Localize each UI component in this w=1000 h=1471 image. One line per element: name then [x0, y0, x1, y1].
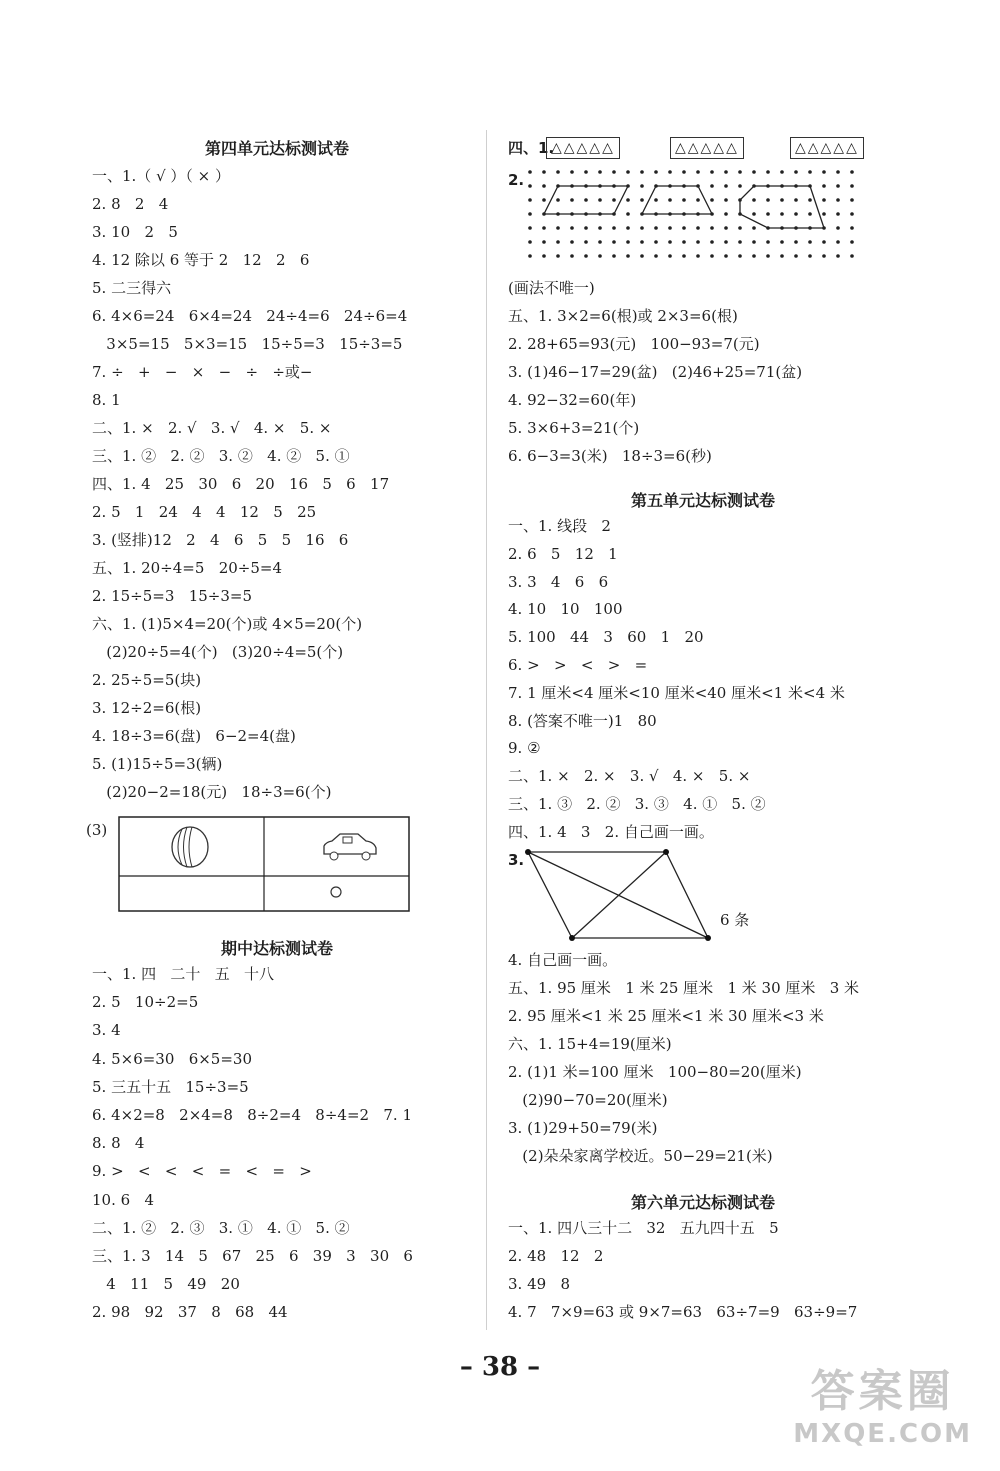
grid-dot: [542, 198, 546, 202]
grid-dot: [598, 226, 602, 230]
grid-dot: [682, 226, 686, 230]
answer-line: 三、1. 3 14 5 67 25 6 39 3 30 6: [92, 1247, 413, 1265]
grid-dot: [654, 198, 658, 202]
answer-line: 五、1. 95 厘米 1 米 25 厘米 1 米 30 厘米 3 米: [508, 979, 860, 997]
grid-dot: [752, 170, 756, 174]
grid-dot: [822, 254, 826, 258]
triangle-box-2: △△△△△: [670, 137, 744, 159]
grid-dot: [612, 170, 616, 174]
grid-dot: [542, 184, 546, 188]
grid-dot: [836, 170, 840, 174]
grid-dot: [682, 254, 686, 258]
grid-dot: [850, 184, 854, 188]
answer-line: 2. (1)1 米=100 厘米 100−80=20(厘米): [508, 1063, 802, 1081]
grid-dot: [738, 254, 742, 258]
line-count: 6 条: [720, 911, 750, 929]
grid-dot: [780, 198, 784, 202]
grid-dot: [654, 254, 658, 258]
answer-line: 3. (1)46−17=29(盆) (2)46+25=71(盆): [508, 363, 803, 381]
grid-dot: [822, 198, 826, 202]
triangle-box-1: △△△△△: [546, 137, 620, 159]
grid-dot: [808, 198, 812, 202]
grid-dot: [640, 198, 644, 202]
grid-dot: [794, 170, 798, 174]
grid-dot: [752, 240, 756, 244]
answer-line: 4 11 5 49 20: [92, 1275, 240, 1294]
answer-line: 二、1. × 2. × 3. √ 4. × 5. ×: [508, 767, 751, 786]
grid-dot: [738, 226, 742, 230]
grid-dot: [528, 240, 532, 244]
grid-dot: [626, 198, 630, 202]
watermark-logo: [793, 1355, 972, 1449]
answer-line: 一、1. 四 二十 五 十八: [92, 965, 274, 983]
grid-dot: [556, 254, 560, 258]
grid-dot: [836, 212, 840, 216]
grid-dot: [654, 170, 658, 174]
grid-dot: [584, 226, 588, 230]
answer-line: 3. 3 4 6 6: [508, 572, 609, 591]
ball-icon: [172, 827, 208, 867]
grid-dot: [766, 240, 770, 244]
answer-line: 4. 5×6=30 6×5=30: [92, 1049, 253, 1068]
item-4-1-label: 四、1.: [508, 139, 555, 157]
answer-line: 5. 3×6+3=21(个): [508, 419, 640, 437]
circle-mark: [331, 887, 341, 897]
answer-line: 4. 10 10 100: [508, 600, 623, 619]
grid-dot: [570, 240, 574, 244]
grid-dot: [556, 226, 560, 230]
answer-line: 三、1. ② 2. ② 3. ② 4. ② 5. ①: [92, 447, 350, 465]
grid-dot: [836, 240, 840, 244]
answer-line: 3. 49 8: [508, 1275, 571, 1293]
grid-dot: [612, 226, 616, 230]
answer-line: 3. (1)29+50=79(米): [508, 1119, 658, 1137]
car-icon: [324, 834, 376, 860]
grid-dot: [668, 170, 672, 174]
grid-dot: [836, 198, 840, 202]
answer-line: 6. > > < > =: [508, 656, 648, 674]
triangle-box-3: △△△△△: [790, 137, 864, 159]
grid-dot: [794, 240, 798, 244]
grid-dot: [696, 170, 700, 174]
answer-line: 二、1. ② 2. ③ 3. ① 4. ① 5. ②: [92, 1218, 350, 1237]
watermark-text: 答案圈: [810, 1366, 955, 1417]
grid-dot: [794, 254, 798, 258]
answer-line: (2)90−70=20(厘米): [508, 1091, 668, 1109]
grid-dot: [640, 240, 644, 244]
section-title-midterm: 期中达标测试卷: [220, 939, 333, 958]
answer-line: 6. 6−3=3(米) 18÷3=6(秒): [508, 447, 712, 465]
grid-dot: [584, 198, 588, 202]
answer-line: 3. 12÷2=6(根): [92, 699, 202, 717]
answer-line: 2. 5 10÷2=5: [92, 993, 199, 1012]
grid-dot: [640, 170, 644, 174]
grid-dot: [808, 170, 812, 174]
grid-dot: [612, 254, 616, 258]
grid-dot: [654, 240, 658, 244]
grid-dot: [780, 170, 784, 174]
answer-line: 2. 95 厘米<1 米 25 厘米<1 米 30 厘米<3 米: [508, 1007, 824, 1025]
grid-dot: [626, 226, 630, 230]
answer-line: 2. 98 92 37 8 68 44: [92, 1303, 288, 1322]
table-label: (3): [86, 821, 108, 839]
grid-dot: [696, 198, 700, 202]
grid-dot: [724, 198, 728, 202]
grid-dot: [822, 170, 826, 174]
answer-line: (2)20−2=18(元) 18÷3=6(个): [92, 783, 332, 801]
grid-dot: [850, 198, 854, 202]
item-4-2-label: 2.: [508, 171, 525, 189]
grid-dot: [766, 254, 770, 258]
grid-dot: [752, 212, 756, 216]
answer-line: 4. 92−32=60(年): [508, 391, 637, 409]
grid-dot: [598, 240, 602, 244]
grid-dot: [626, 170, 630, 174]
answer-line: 3. (竖排)12 2 4 6 5 5 16 6: [92, 531, 349, 549]
grid-dot: [696, 226, 700, 230]
grid-dot: [542, 240, 546, 244]
grid-dot: [766, 170, 770, 174]
grid-dot: [528, 170, 532, 174]
answer-line: 2. 28+65=93(元) 100−93=7(元): [508, 335, 760, 353]
grid-dot: [542, 254, 546, 258]
grid-dot: [724, 254, 728, 258]
answer-line: 7. ÷ + − × − ÷ ÷或−: [92, 363, 313, 381]
answer-line: 8. (答案不唯一)1 80: [508, 711, 657, 730]
grid-dot: [724, 226, 728, 230]
answer-line: 5. 二三得六: [92, 279, 172, 297]
grid-dot: [724, 170, 728, 174]
answer-line: 六、1. (1)5×4=20(个)或 4×5=20(个): [92, 615, 363, 633]
grid-dot: [850, 212, 854, 216]
answer-line: 9. ②: [508, 739, 541, 758]
grid-dot: [766, 212, 770, 216]
grid-dot: [640, 184, 644, 188]
grid-dot: [822, 184, 826, 188]
column-divider: [486, 130, 487, 1330]
grid-dot: [626, 254, 630, 258]
grid-dot: [570, 170, 574, 174]
grid-dot: [710, 170, 714, 174]
grid-dot: [626, 240, 630, 244]
watermark-url: MXQE.COM: [793, 1419, 972, 1449]
grid-dot: [808, 212, 812, 216]
grid-dot: [752, 226, 756, 230]
grid-dot: [836, 254, 840, 258]
grid-dot: [528, 198, 532, 202]
answer-table-figure: [118, 816, 410, 912]
grid-dot: [808, 254, 812, 258]
answer-line: 4. 12 除以 6 等于 2 12 2 6: [92, 251, 310, 269]
grid-dot: [626, 212, 630, 216]
answer-line: 2. 8 2 4: [92, 195, 169, 213]
dot-grid-figure: [526, 168, 866, 268]
grid-dot: [570, 226, 574, 230]
hexagon-shape: [740, 186, 824, 228]
grid-dot: [710, 226, 714, 230]
answer-line: 6. 4×2=8 2×4=8 8÷2=4 8÷4=2 7. 1: [92, 1106, 412, 1124]
grid-dot: [556, 170, 560, 174]
grid-dot: [752, 198, 756, 202]
grid-dot: [682, 198, 686, 202]
grid-dot: [724, 212, 728, 216]
answer-line: 3. 4: [92, 1021, 121, 1040]
answer-line: 五、1. 20÷4=5 20÷5=4: [92, 559, 283, 577]
grid-dot: [668, 198, 672, 202]
answer-line: 六、1. 15+4=19(厘米): [508, 1035, 672, 1053]
grid-dot: [850, 170, 854, 174]
answer-line: 4. 7 7×9=63 或 9×7=63 63÷7=9 63÷9=7: [508, 1303, 858, 1321]
grid-dot: [640, 226, 644, 230]
grid-dot: [780, 212, 784, 216]
answer-line: 2. 15÷5=3 15÷3=5: [92, 587, 253, 605]
answer-line: 2. 6 5 12 1: [508, 544, 618, 563]
grid-dot: [528, 184, 532, 188]
quadrilateral-figure: [518, 844, 718, 948]
grid-dot: [766, 198, 770, 202]
grid-dot: [570, 198, 574, 202]
grid-dot: [710, 184, 714, 188]
grid-dot: [682, 170, 686, 174]
grid-dot: [528, 212, 532, 216]
grid-dot: [696, 254, 700, 258]
answer-line: 三、1. ③ 2. ② 3. ③ 4. ① 5. ②: [508, 795, 766, 813]
grid-dot: [738, 184, 742, 188]
answer-line: 3. 10 2 5: [92, 223, 178, 241]
answer-line: 5. (1)15÷5=3(辆): [92, 755, 223, 773]
answer-line: 8. 8 4: [92, 1134, 145, 1153]
answer-line: 四、1. 4 3 2. 自己画一画。: [508, 822, 714, 841]
answer-line: (2)朵朵家离学校近。50−29=21(米): [508, 1147, 773, 1165]
grid-dot: [542, 170, 546, 174]
grid-dot: [822, 212, 826, 216]
trapezoid-shape: [642, 186, 712, 214]
answer-line: 一、1.（ √ ）（ × ）: [92, 167, 231, 185]
grid-dot: [668, 254, 672, 258]
grid-dot: [612, 198, 616, 202]
grid-dot: [710, 240, 714, 244]
grid-dot: [794, 212, 798, 216]
answer-line: 2. 25÷5=5(块): [92, 671, 202, 689]
grid-dot: [710, 198, 714, 202]
section-title-unit6: 第六单元达标测试卷: [630, 1193, 775, 1212]
grid-dot: [528, 226, 532, 230]
grid-dot: [738, 240, 742, 244]
grid-dot: [850, 226, 854, 230]
grid-dot: [542, 226, 546, 230]
grid-dot: [584, 240, 588, 244]
grid-dot: [738, 170, 742, 174]
grid-dot: [584, 254, 588, 258]
grid-dot: [584, 170, 588, 174]
grid-dot: [710, 254, 714, 258]
grid-dot: [850, 254, 854, 258]
grid-dot: [668, 240, 672, 244]
page-number: – 38 –: [459, 1352, 541, 1382]
answer-line: 3×5=15 5×3=15 15÷5=3 15÷3=5: [92, 335, 403, 353]
item-3-label: 3.: [508, 851, 525, 869]
answer-line: 2. 48 12 2: [508, 1247, 604, 1265]
drawing-note: (画法不唯一): [508, 279, 595, 297]
section-title-unit4: 第四单元达标测试卷: [204, 139, 349, 158]
grid-dot: [836, 184, 840, 188]
answer-line: 一、1. 线段 2: [508, 517, 611, 535]
grid-dot: [696, 240, 700, 244]
grid-dot: [598, 170, 602, 174]
grid-dot: [836, 226, 840, 230]
grid-dot: [780, 254, 784, 258]
answer-line: (2)20÷5=4(个) (3)20÷4=5(个): [92, 643, 344, 661]
grid-dot: [822, 240, 826, 244]
grid-dot: [668, 226, 672, 230]
grid-dot: [850, 240, 854, 244]
grid-dot: [598, 254, 602, 258]
section-title-unit5: 第五单元达标测试卷: [630, 491, 775, 510]
grid-dot: [682, 240, 686, 244]
answer-line: 四、1. 4 25 30 6 20 16 5 6 17: [92, 475, 390, 493]
grid-dot: [794, 198, 798, 202]
answer-line: 9. > < < < = < = >: [92, 1162, 312, 1181]
answer-line: 4. 自己画一画。: [508, 951, 618, 969]
answer-line: 一、1. 四八三十二 32 五九四十五 5: [508, 1219, 779, 1237]
grid-dot: [724, 184, 728, 188]
grid-dot: [612, 240, 616, 244]
grid-dot: [556, 240, 560, 244]
answer-line: 5. 100 44 3 60 1 20: [508, 628, 704, 647]
answer-line: 10. 6 4: [92, 1190, 155, 1209]
grid-dot: [556, 198, 560, 202]
grid-dot: [654, 226, 658, 230]
answer-line: 8. 1: [92, 391, 121, 409]
grid-dot: [724, 240, 728, 244]
grid-dot: [598, 198, 602, 202]
grid-dot: [752, 254, 756, 258]
grid-dot: [528, 254, 532, 258]
grid-dot: [780, 240, 784, 244]
grid-dot: [570, 254, 574, 258]
answer-line: 五、1. 3×2=6(根)或 2×3=6(根): [508, 307, 738, 325]
answer-line: 6. 4×6=24 6×4=24 24÷4=6 24÷6=4: [92, 307, 408, 325]
grid-dot: [640, 254, 644, 258]
answer-line: 2. 5 1 24 4 4 12 5 25: [92, 503, 317, 521]
answer-line: 5. 三五十五 15÷3=5: [92, 1077, 249, 1096]
answer-line: 7. 1 厘米<4 厘米<10 厘米<40 厘米<1 米<4 米: [508, 683, 845, 702]
answer-line: 4. 18÷3=6(盘) 6−2=4(盘): [92, 727, 296, 745]
answer-line: 二、1. × 2. √ 3. √ 4. × 5. ×: [92, 419, 332, 437]
grid-dot: [808, 240, 812, 244]
